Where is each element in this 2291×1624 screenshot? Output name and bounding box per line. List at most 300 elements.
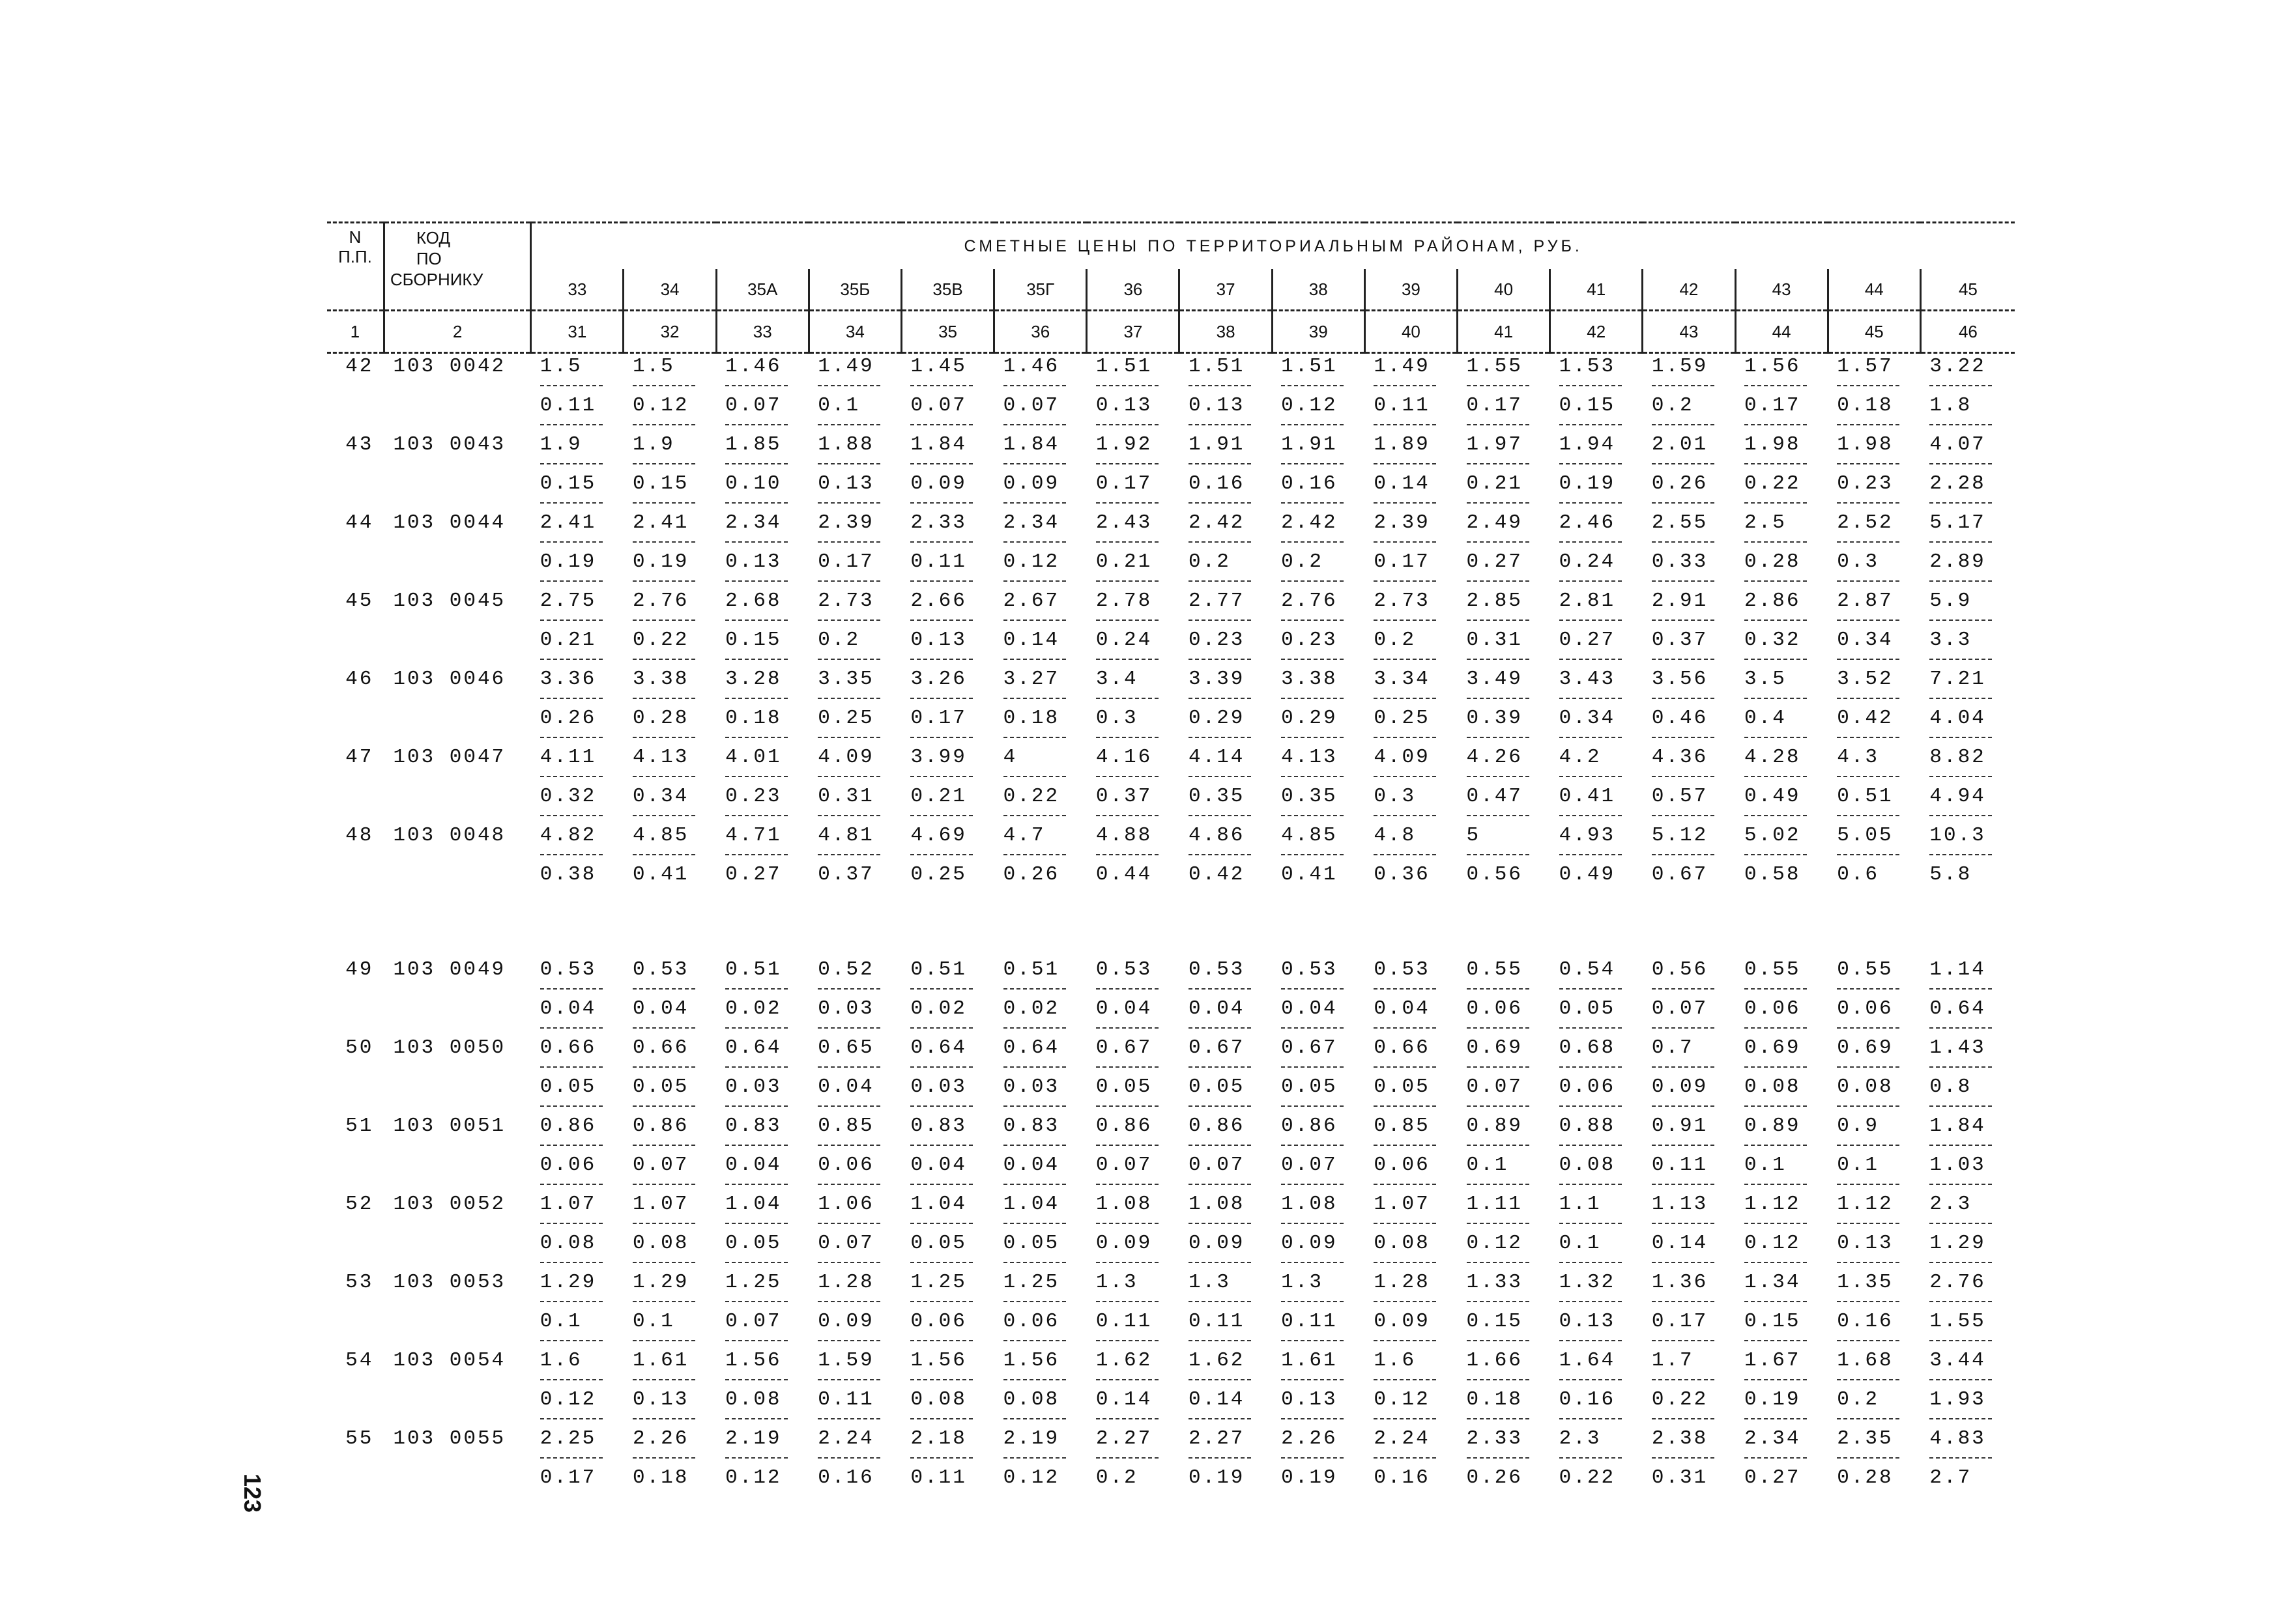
price-cell: 1.04 <box>910 1192 967 1216</box>
dash-separator <box>1828 1255 1920 1270</box>
price-cell: 2.27 <box>1188 1427 1245 1450</box>
table-row <box>327 627 2015 652</box>
price-cell: 1.14 <box>1929 958 1986 981</box>
price-cell: 4.88 <box>1095 823 1153 847</box>
header-code-label-3: СБОРНИКУ <box>390 270 483 289</box>
dash-separator <box>901 652 994 666</box>
price-cell: 0.12 <box>540 1388 597 1411</box>
dash-separator <box>624 730 716 745</box>
dash-separator <box>1920 1373 2015 1387</box>
table-row <box>327 705 2015 730</box>
dash-separator <box>1920 848 2015 862</box>
dash-separator <box>1364 652 1457 666</box>
price-cell: 3.27 <box>1003 667 1060 691</box>
row-number: 47 <box>345 745 374 769</box>
price-cell: 0.51 <box>725 958 782 981</box>
price-cell: 0.04 <box>632 997 689 1020</box>
dash-separator <box>1643 769 1735 784</box>
table-row <box>327 1387 2015 1412</box>
price-cell: 2.01 <box>1651 433 1708 456</box>
dash-separator <box>1179 535 1272 549</box>
dash-separator <box>1272 730 1364 745</box>
row-code: 103 0045 <box>393 589 506 612</box>
dash-row <box>327 769 2015 784</box>
dash-separator <box>716 730 809 745</box>
price-cell: 1.1 <box>1559 1192 1602 1216</box>
dash-separator <box>1272 1294 1364 1309</box>
dash-separator <box>901 982 994 996</box>
price-cell: 0.26 <box>1651 472 1708 495</box>
row-code: 103 0046 <box>393 667 506 691</box>
dash-separator <box>1735 1138 1828 1152</box>
dash-separator <box>994 1138 1087 1152</box>
price-cell: 2.73 <box>1374 589 1430 612</box>
dash-separator <box>1179 652 1272 666</box>
price-cell: 0.04 <box>540 997 597 1020</box>
table-row <box>327 471 2015 496</box>
dash-separator <box>809 1373 901 1387</box>
price-cell: 3.43 <box>1559 667 1616 691</box>
price-cell: 0.21 <box>1466 472 1523 495</box>
price-cell: 1.51 <box>1095 354 1153 378</box>
dash-separator <box>1828 613 1920 627</box>
price-cell: 0.36 <box>1374 862 1430 886</box>
price-cell: 3.28 <box>725 667 782 691</box>
dash-separator <box>531 535 624 549</box>
dash-separator <box>1458 808 1550 823</box>
dash-separator <box>1272 1138 1364 1152</box>
region-header-14: 43 <box>1735 269 1828 311</box>
dash-separator <box>1550 1373 1643 1387</box>
price-cell: 3.34 <box>1374 667 1430 691</box>
price-cell: 0.03 <box>910 1075 967 1098</box>
price-cell: 3.26 <box>910 667 967 691</box>
price-cell: 0.53 <box>1281 958 1338 981</box>
price-cell: 1.5 <box>540 354 583 378</box>
row-number: 50 <box>345 1036 374 1059</box>
price-cell: 0.51 <box>1837 784 1894 808</box>
dash-separator <box>901 1060 994 1074</box>
dash-separator <box>1828 1060 1920 1074</box>
price-cell: 1.89 <box>1374 433 1430 456</box>
dash-separator <box>1920 1412 2015 1426</box>
dash-separator <box>1643 1451 1735 1465</box>
dash-separator <box>1643 1373 1735 1387</box>
price-cell: 0.17 <box>1095 472 1153 495</box>
price-cell: 0.04 <box>818 1075 874 1098</box>
price-cell: 0.12 <box>725 1466 782 1489</box>
dash-separator <box>1920 496 2015 510</box>
price-cell: 0.11 <box>1095 1309 1153 1333</box>
page-number: 123 <box>239 1474 266 1513</box>
price-cell: 0.08 <box>1374 1231 1430 1255</box>
price-cell: 4.01 <box>725 745 782 769</box>
row-number: 42 <box>345 354 374 378</box>
row-code: 103 0048 <box>393 823 506 847</box>
price-cell: 0.05 <box>1095 1075 1153 1098</box>
dash-separator <box>1272 1451 1364 1465</box>
dash-separator <box>1087 691 1179 705</box>
dash-separator <box>624 1373 716 1387</box>
price-cell: 0.04 <box>725 1153 782 1176</box>
dash-separator <box>901 496 994 510</box>
row-code <box>384 705 530 730</box>
price-cell: 5.12 <box>1651 823 1708 847</box>
dash-separator <box>994 769 1087 784</box>
dash-separator <box>1458 378 1550 393</box>
header-pp-label: П.П. <box>338 247 372 266</box>
dash-separator <box>1550 769 1643 784</box>
price-cell: 1.28 <box>818 1270 874 1294</box>
dash-separator <box>809 1451 901 1465</box>
dash-separator <box>901 769 994 784</box>
price-cell: 4.85 <box>1281 823 1338 847</box>
price-cell: 1.55 <box>1466 354 1523 378</box>
dash-separator <box>1735 1099 1828 1113</box>
table-row <box>327 1074 2015 1099</box>
dash-separator <box>1920 691 2015 705</box>
dash-separator <box>1364 496 1457 510</box>
dash-separator <box>1458 982 1550 996</box>
price-cell: 4.82 <box>540 823 597 847</box>
price-cell: 4.3 <box>1837 745 1879 769</box>
price-cell: 1.53 <box>1559 354 1616 378</box>
price-cell: 0.05 <box>1188 1075 1245 1098</box>
price-cell: 4.93 <box>1559 823 1616 847</box>
dash-separator <box>1272 1412 1364 1426</box>
table-header <box>327 223 2015 354</box>
dash-separator <box>1550 457 1643 471</box>
dash-separator <box>624 1060 716 1074</box>
price-cell: 1.07 <box>632 1192 689 1216</box>
price-cell: 0.09 <box>818 1309 874 1333</box>
header-code-label-1: КОД <box>416 228 450 248</box>
dash-separator <box>531 613 624 627</box>
price-cell: 0.13 <box>1281 1388 1338 1411</box>
price-cell: 3.22 <box>1929 354 1986 378</box>
price-cell: 0.12 <box>632 393 689 417</box>
dash-separator <box>1735 1021 1828 1035</box>
price-cell: 1.91 <box>1188 433 1245 456</box>
region-header-3: 35А <box>716 269 809 311</box>
dash-separator <box>809 1412 901 1426</box>
price-cell: 0.02 <box>910 997 967 1020</box>
price-cell: 0.23 <box>1837 472 1894 495</box>
price-cell: 0.09 <box>1374 1309 1430 1333</box>
dash-separator <box>531 457 624 471</box>
dash-separator <box>1272 848 1364 862</box>
dash-separator <box>901 535 994 549</box>
price-cell: 2.26 <box>1281 1427 1338 1450</box>
dash-separator <box>1643 496 1735 510</box>
dash-separator <box>1643 1216 1735 1231</box>
price-cell: 1.07 <box>1374 1192 1430 1216</box>
row-number <box>327 471 384 496</box>
price-cell: 3.4 <box>1095 667 1138 691</box>
dash-separator <box>624 1177 716 1191</box>
price-cell: 2.28 <box>1929 472 1986 495</box>
dash-separator <box>1643 1333 1735 1348</box>
price-cell: 2.24 <box>818 1427 874 1450</box>
dash-separator <box>1272 982 1364 996</box>
dash-separator <box>1458 1060 1550 1074</box>
dash-separator <box>1828 1099 1920 1113</box>
dash-separator <box>624 1138 716 1152</box>
dash-separator <box>1643 457 1735 471</box>
price-cell: 0.2 <box>1188 550 1231 573</box>
row-number <box>327 1387 384 1412</box>
dash-separator <box>901 613 994 627</box>
price-cell: 1.55 <box>1929 1309 1986 1333</box>
dash-separator <box>1550 982 1643 996</box>
dash-separator <box>1179 808 1272 823</box>
dash-separator <box>1643 808 1735 823</box>
dash-separator <box>901 1177 994 1191</box>
dash-separator <box>1920 574 2015 588</box>
dash-separator <box>1272 1099 1364 1113</box>
row-number: 55 <box>345 1427 374 1450</box>
price-cell: 1.13 <box>1651 1192 1708 1216</box>
row-number <box>327 996 384 1021</box>
row-code: 103 0049 <box>393 958 506 981</box>
price-cell: 0.83 <box>1003 1114 1060 1137</box>
dash-separator <box>809 1255 901 1270</box>
price-cell: 0.22 <box>1559 1466 1616 1489</box>
dash-separator <box>1458 691 1550 705</box>
price-cell: 0.38 <box>540 862 597 886</box>
dash-separator <box>994 1412 1087 1426</box>
row-code: 103 0043 <box>393 433 506 456</box>
price-cell: 2.67 <box>1003 589 1060 612</box>
price-cell: 1.62 <box>1095 1348 1153 1372</box>
price-cell: 0.49 <box>1559 862 1616 886</box>
dash-row <box>327 691 2015 705</box>
dash-separator <box>716 1060 809 1074</box>
price-cell: 5.05 <box>1837 823 1894 847</box>
price-cell: 0.23 <box>725 784 782 808</box>
price-cell: 0.19 <box>1281 1466 1338 1489</box>
price-cell: 0.06 <box>540 1153 597 1176</box>
dash-separator <box>1550 808 1643 823</box>
price-cell: 0.17 <box>1374 550 1430 573</box>
price-cell: 0.19 <box>1188 1466 1245 1489</box>
price-cell: 4.2 <box>1559 745 1602 769</box>
price-cell: 0.67 <box>1651 862 1708 886</box>
price-cell: 0.17 <box>910 706 967 730</box>
table-row <box>327 957 2015 982</box>
dash-separator <box>1364 1138 1457 1152</box>
dash-separator <box>1179 1060 1272 1074</box>
price-cell: 0.13 <box>1559 1309 1616 1333</box>
dash-separator <box>1272 1333 1364 1348</box>
dash-separator <box>1643 848 1735 862</box>
dash-separator <box>531 1021 624 1035</box>
price-cell: 0.53 <box>1188 958 1245 981</box>
dash-separator <box>716 982 809 996</box>
dash-separator <box>1550 1255 1643 1270</box>
dash-separator <box>716 574 809 588</box>
dash-separator <box>901 378 994 393</box>
price-cell: 0.55 <box>1466 958 1523 981</box>
col-index-8: 36 <box>994 311 1087 353</box>
dash-separator <box>1364 1333 1457 1348</box>
dash-separator <box>1920 418 2015 432</box>
dash-separator <box>1272 1060 1364 1074</box>
dash-separator <box>1087 1373 1179 1387</box>
price-cell: 0.37 <box>818 862 874 886</box>
price-cell: 0.89 <box>1744 1114 1801 1137</box>
price-cell: 0.07 <box>1003 393 1060 417</box>
dash-separator <box>901 574 994 588</box>
price-cell: 0.09 <box>1003 472 1060 495</box>
price-cell: 0.04 <box>1281 997 1338 1020</box>
dash-separator <box>624 808 716 823</box>
region-header-4: 35Б <box>809 269 901 311</box>
price-cell: 0.37 <box>1095 784 1153 808</box>
dash-separator <box>1458 457 1550 471</box>
dash-separator <box>1828 652 1920 666</box>
price-cell: 1.36 <box>1651 1270 1708 1294</box>
price-cell: 0.22 <box>632 628 689 651</box>
price-cell: 0.28 <box>1837 1466 1894 1489</box>
price-cell: 0.08 <box>632 1231 689 1255</box>
price-cell: 1.56 <box>1744 354 1801 378</box>
price-cell: 3.5 <box>1744 667 1787 691</box>
dash-separator <box>1364 1373 1457 1387</box>
price-cell: 0.05 <box>1003 1231 1060 1255</box>
dash-row <box>327 652 2015 666</box>
price-cell: 0.17 <box>1651 1309 1708 1333</box>
price-cell: 4.69 <box>910 823 967 847</box>
dash-row <box>327 1060 2015 1074</box>
price-cell: 0.46 <box>1651 706 1708 730</box>
region-header-1: 33 <box>531 269 624 311</box>
col-index-10: 38 <box>1179 311 1272 353</box>
price-cell: 1.59 <box>818 1348 874 1372</box>
dash-separator <box>809 808 901 823</box>
price-cell: 4.94 <box>1929 784 1986 808</box>
dash-separator <box>1364 691 1457 705</box>
dash-separator <box>1920 457 2015 471</box>
price-cell: 0.67 <box>1188 1036 1245 1059</box>
price-cell: 0.2 <box>1374 628 1417 651</box>
region-header-8: 37 <box>1179 269 1272 311</box>
dash-separator <box>1364 613 1457 627</box>
region-header-9: 38 <box>1272 269 1364 311</box>
price-cell: 2.66 <box>910 589 967 612</box>
price-cell: 0.54 <box>1559 958 1616 981</box>
price-cell: 0.51 <box>910 958 967 981</box>
price-cell: 0.11 <box>910 550 967 573</box>
dash-separator <box>1458 1294 1550 1309</box>
price-cell: 0.15 <box>1559 393 1616 417</box>
row-code <box>384 627 530 652</box>
price-cell: 0.09 <box>1095 1231 1153 1255</box>
table-row <box>327 1270 2015 1294</box>
price-cell: 1.67 <box>1744 1348 1801 1372</box>
dash-separator <box>901 1138 994 1152</box>
dash-separator <box>531 1451 624 1465</box>
dash-separator <box>531 1412 624 1426</box>
price-cell: 0.3 <box>1374 784 1417 808</box>
price-cell: 0.08 <box>725 1388 782 1411</box>
price-cell: 0.47 <box>1466 784 1523 808</box>
dash-separator <box>1179 1255 1272 1270</box>
price-cell: 0.13 <box>818 472 874 495</box>
price-cell: 2.5 <box>1744 511 1787 534</box>
price-cell: 4.81 <box>818 823 874 847</box>
dash-row <box>327 1216 2015 1231</box>
dash-separator <box>1643 378 1735 393</box>
row-number <box>327 549 384 574</box>
row-code <box>384 784 530 808</box>
price-cell: 0.42 <box>1188 862 1245 886</box>
dash-separator <box>1828 1373 1920 1387</box>
price-cell: 0.85 <box>818 1114 874 1137</box>
price-cell: 1.97 <box>1466 433 1523 456</box>
price-cell: 0.21 <box>1095 550 1153 573</box>
price-cell: 1.7 <box>1651 1348 1694 1372</box>
price-cell: 1.98 <box>1744 433 1801 456</box>
price-cell: 0.66 <box>1374 1036 1430 1059</box>
dash-separator <box>1550 496 1643 510</box>
region-header-7: 36 <box>1087 269 1179 311</box>
row-code <box>384 1387 530 1412</box>
price-cell: 3.99 <box>910 745 967 769</box>
dash-separator <box>1920 769 2015 784</box>
dash-separator <box>531 769 624 784</box>
price-cell: 0.8 <box>1929 1075 1972 1098</box>
price-cell: 0.86 <box>1095 1114 1153 1137</box>
price-cell: 2.19 <box>725 1427 782 1450</box>
price-cell: 0.56 <box>1466 862 1523 886</box>
price-cell: 0.64 <box>1003 1036 1060 1059</box>
dash-separator <box>531 1255 624 1270</box>
dash-separator <box>1458 1138 1550 1152</box>
dash-separator <box>1735 769 1828 784</box>
dash-separator <box>624 457 716 471</box>
price-cell: 0.67 <box>1095 1036 1153 1059</box>
price-cell: 1.08 <box>1095 1192 1153 1216</box>
dash-separator <box>1550 1216 1643 1231</box>
price-cell: 0.27 <box>725 862 782 886</box>
dash-separator <box>901 1412 994 1426</box>
price-cell: 0.23 <box>1188 628 1245 651</box>
price-cell: 0.35 <box>1188 784 1245 808</box>
row-number <box>327 1465 384 1490</box>
dash-separator <box>994 1333 1087 1348</box>
dash-separator <box>994 574 1087 588</box>
dash-separator <box>1550 652 1643 666</box>
dash-separator <box>1087 1177 1179 1191</box>
row-code <box>384 549 530 574</box>
price-cell: 2.41 <box>540 511 597 534</box>
price-cell: 2.73 <box>818 589 874 612</box>
price-cell: 0.06 <box>818 1153 874 1176</box>
price-cell: 0.49 <box>1744 784 1801 808</box>
row-number: 44 <box>345 511 374 534</box>
dash-separator <box>1735 1333 1828 1348</box>
price-cell: 1.64 <box>1559 1348 1616 1372</box>
price-cell: 0.16 <box>1281 472 1338 495</box>
dash-separator <box>1643 535 1735 549</box>
dash-separator <box>901 1099 994 1113</box>
dash-separator <box>901 1216 994 1231</box>
price-cell: 0.04 <box>1374 997 1430 1020</box>
dash-separator <box>1735 691 1828 705</box>
price-cell: 0.9 <box>1837 1114 1879 1137</box>
dash-separator <box>624 1255 716 1270</box>
